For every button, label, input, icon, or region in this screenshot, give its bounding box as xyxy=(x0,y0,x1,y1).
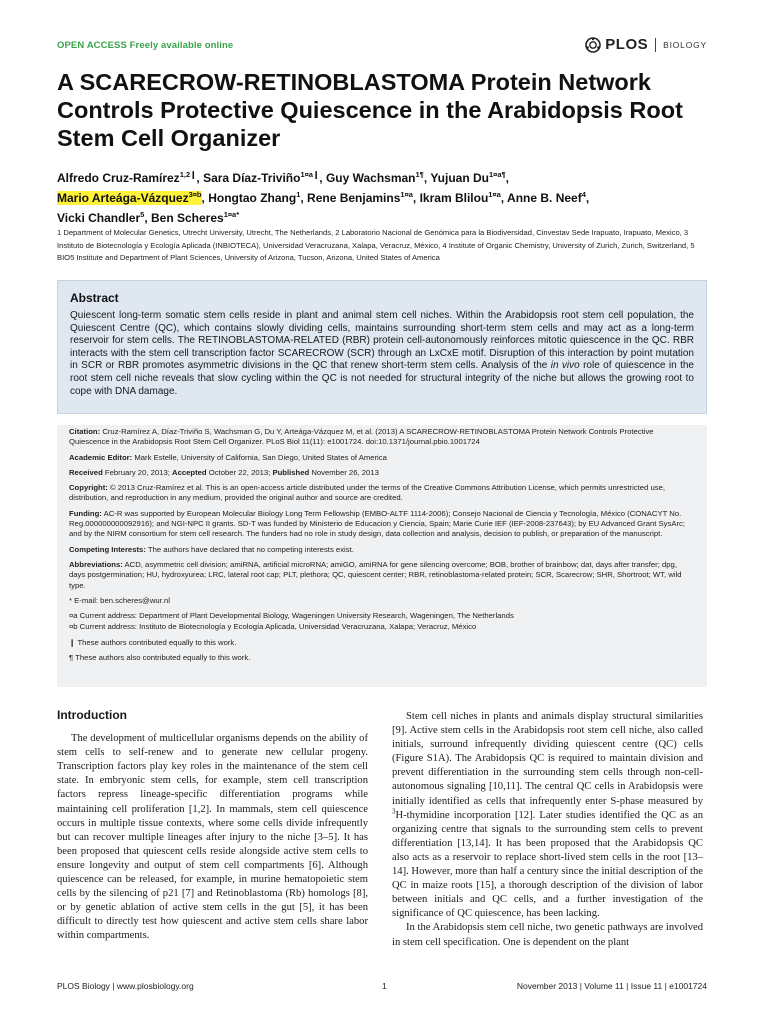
equal-contribution-1: ❙ These authors contributed equally to this work. xyxy=(69,637,237,647)
author[interactable]: Sara Díaz-Triviño$^{1¤a❙}$ xyxy=(203,170,320,185)
plos-wordmark: PLOS xyxy=(605,36,649,53)
author[interactable]: Rene Benjamins$^{1¤a}$ xyxy=(307,190,413,205)
copyright: Copyright: © 2013 Cruz-Ramírez et al. This is an open-access article distributed under the terms of the Creative Commons Attribution License, which permits unrestricted use, distribution, and reproduction in any medium, provided the original author and source are credited. xyxy=(69,483,665,503)
author[interactable]: Hongtao Zhang$^1$ xyxy=(208,190,301,205)
academic-editor: Academic Editor: Mark Estelle, University of California, San Diego, United States of America xyxy=(69,452,387,462)
abbreviations: Abbreviations: ACD, asymmetric cell division; amiRNA, artificial microRNA; amiGO, amiRNA for gene silencing overcome; BOB, brother of brainbow; dat, days after transfer; dpg, days postgermination; HU, hydroxyurea; LRC, lateral root cap; PLT, plethora; QC, quiescent center; RBR, retinoblastoma-related protein; SCR, Scarecrow; SHR, Shortroot; WT, wild type. xyxy=(69,559,682,590)
author[interactable]: Ben Scheres$^{1¤a*}$ xyxy=(151,210,240,225)
body-paragraph: Stem cell niches in plants and animals display structural similarities [9]. Active stem cells in the Arabidopsis root stem cell niche, also called initials, surround infrequently dividing quiescent centre (QC) cells (Figure S1A). The Arabidopsis QC is required to maintain division and prevent differentiation in the surrounding stem cells through non-cell-autonomous signaling [10,11]. The central QC cells in Arabidopsis were initially identified as cells that infrequently enter S-phase measured by $^3$H-thymidine incorporation [12]. Later studies identified the QC as an organizing centre that signals to the surrounding stem cells to prevent differentiation [13,14]. It has been proposed that the Arabidopsis QC also acts as a reservoir to replace short-lived stem cells in the root [13–14]. However, more than half a century since the initial description of the QC in maize roots [15], a thorough description of the division of labor between initials and QC cells, and a further investigation of the significance of QC quiescence, has been lacking. xyxy=(392,711,703,920)
author[interactable]: Alfredo Cruz-Ramírez$^{1,2❙}$ xyxy=(57,170,197,185)
body-left-column xyxy=(57,708,368,944)
article-title: A SCARECROW-RETINOBLASTOMA Protein Network Controls Protective Quiescence in the Arabidopsis Root Stem Cell Organizer xyxy=(57,69,683,151)
current-address-a: ¤a Current address: Department of Plant Developmental Biology, Wageningen University Research, Wageningen, The Netherlands xyxy=(69,611,514,621)
page-number: 1 xyxy=(382,981,387,991)
journal-name: BIOLOGY xyxy=(663,39,707,50)
open-access-label: OPEN ACCESS Freely available online xyxy=(57,40,234,51)
citation: Citation: Cruz-Ramírez A, Díaz-Triviño S, Wachsman G, Du Y, Arteága-Vázquez M, et al. (2013) A SCARECROW-RETINOBLASTOMA Protein Network Controls Protective Quiescence in the Arabidopsis Root Stem Cell Organizer. PLoS Biol 11(11): e1001724. doi:10.1371/journal.pbio.1001724 xyxy=(69,427,654,447)
equal-contribution-2: ¶ These authors also contributed equally to this work. xyxy=(69,653,251,663)
open-access-badge xyxy=(57,40,233,51)
footer-journal-url[interactable]: PLOS Biology | www.plosbiology.org xyxy=(57,981,194,991)
author[interactable]: Anne B. Neef$^4$ xyxy=(507,190,586,205)
competing-interests: Competing Interests: The authors have declared that no competing interests exist. xyxy=(69,544,354,554)
author-list: Alfredo Cruz-Ramírez$^{1,2❙}$, Sara Díaz-Triviño$^{1¤a❙}$, Guy Wachsman$^{1\P}$, Yujuan $Du^{1¤a\P}$, Mario Arteága-Vázquez$^{3¤b}$, Hongtao Zhang$^1$, Rene Benjamins$^{1¤a}$, Ikram Blilou$^{1¤a}$, Anne B. Neef$^4$, Vicki Chandler$^5$, Ben Scheres$^{1¤a*}$ xyxy=(57,170,590,225)
author[interactable]: Ikram Blilou$^{1¤a}$ xyxy=(419,190,501,205)
introduction-heading: Introduction xyxy=(57,708,127,722)
author[interactable]: Guy Wachsman$^{1\P}$ xyxy=(325,170,424,185)
body-paragraph: In the Arabidopsis stem cell niche, two genetic pathways are involved in stem cell specification. One is dependent on the plant xyxy=(392,922,703,948)
author[interactable]: Vicki Chandler$^5$ xyxy=(57,210,145,225)
corresponding-email[interactable]: * E-mail: ben.scheres@wur.nl xyxy=(69,595,170,605)
author-highlighted[interactable]: Mario Arteága-Vázquez$^{3¤b}$ xyxy=(57,190,202,205)
body-right-column xyxy=(392,710,703,950)
funding: Funding: AC-R was supported by European Molecular Biology Long Term Fellowship (EMBO-ALTF 1114-2006); Consejo Nacional de Ciencia y Tecnología, México (CONACYT No. Reg.000000000092916); and NGI-NPC II grants. SD-T was funded by Ministerio de Educacion y Ciencia, Spain; Marie Curie IEF (IEF-2008-237643); by EU Advanced Grant SysArc; and by the NIRM consortium for stem cell research. The funders had no role in study design, data collection and analysis, decision to publish, or preparation of the manuscript. xyxy=(69,508,686,539)
author[interactable]: Yujuan $Du^{1¤a\P}$ xyxy=(430,170,506,185)
introduction-paragraph: The development of multicellular organisms depends on the ability of stem cells to self-renew and to generate new cellular progeny. Transcription factors play key roles in the maintenance of the stem cell state. In embryonic stem cells, for example, stem cell transcription factors repress lineage-specific differentiation programs while maintaining cell proliferation [1,2]. In mammals, stem cell quiescence occurs in multiple tissue contexts, where some cells divide infrequently but can recover multiple lineages after injury to the niche [3–5]. It has been proposed that quiescent cells reside alongside active stem cells to ensure longevity and output of stem cell compartments [6]. Although quiescence can be released, for example, in murine hematopoietic stem cells by the silencing of p21 [7] and Retinoblastoma (Rb) homologs [8], or by genetic ablation of active stem cells in the gut [5], it has been difficult to directly test how quiescent and active stem cells share labor within compartments. xyxy=(57,733,368,942)
abstract-heading: Abstract xyxy=(70,291,119,305)
article-metadata xyxy=(57,425,707,687)
current-address-b: ¤b Current address: Instituto de Biotecnología y Ecología Aplicada, Universidad Veracruzana, Xalapa; Veracruz, México xyxy=(69,622,477,632)
affiliations: 1 Department of Molecular Genetics, Utrecht University, Utrecht, The Netherlands, 2 Laboratorio Nacional de Genómica para la Biodiversidad, Cinvestav Sede Irapuato, Irapuato, Mexico, 3 Instituto de Biotecnología y Ecología Aplicada (INBIOTECA), Universidad Veracruzana, Xalapa, Veracruz, México, 4 Institute of Organic Chemistry, University of Zurich, Zurich, Switzerland, 5 BIO5 Institute and Department of Plant Sciences, University of Arizona, Tucson, Arizona, United States of America xyxy=(57,228,695,262)
plos-logo-icon xyxy=(585,37,601,53)
plos-biology-logo[interactable] xyxy=(585,36,707,53)
abstract-box xyxy=(57,280,707,414)
logo-divider xyxy=(655,38,656,52)
dates: Received February 20, 2013; Accepted October 22, 2013; Published November 26, 2013 xyxy=(69,467,379,477)
footer-issue-info: November 2013 | Volume 11 | Issue 11 | e1001724 xyxy=(516,981,707,991)
abstract-text: Quiescent long-term somatic stem cells reside in plant and animal stem cell niches. Within the Arabidopsis root stem cell population, the Quiescent Centre (QC), which contains slowly dividing cells, maintains surrounding short-term stem cells and may act as a long-term reservoir for stem cells. The RETINOBLASTOMA-RELATED (RBR) protein cell-autonomously reinforces mitotic quiescence in the QC. RBR interacts with the stem cell transcription factor SCARECROW (SCR) through an LxCxE motif. Disruption of this interaction by point mutation in SCR or RBR promotes asymmetric divisions in the QC that renew short-term stem cells. Analysis of the in vivo role of quiescence in the root stem cell niche reveals that slow cycling within the QC is not needed for structural integrity of the niche but allows the growing root to cope with DNA damage. xyxy=(70,310,694,397)
journal-header xyxy=(57,36,707,56)
